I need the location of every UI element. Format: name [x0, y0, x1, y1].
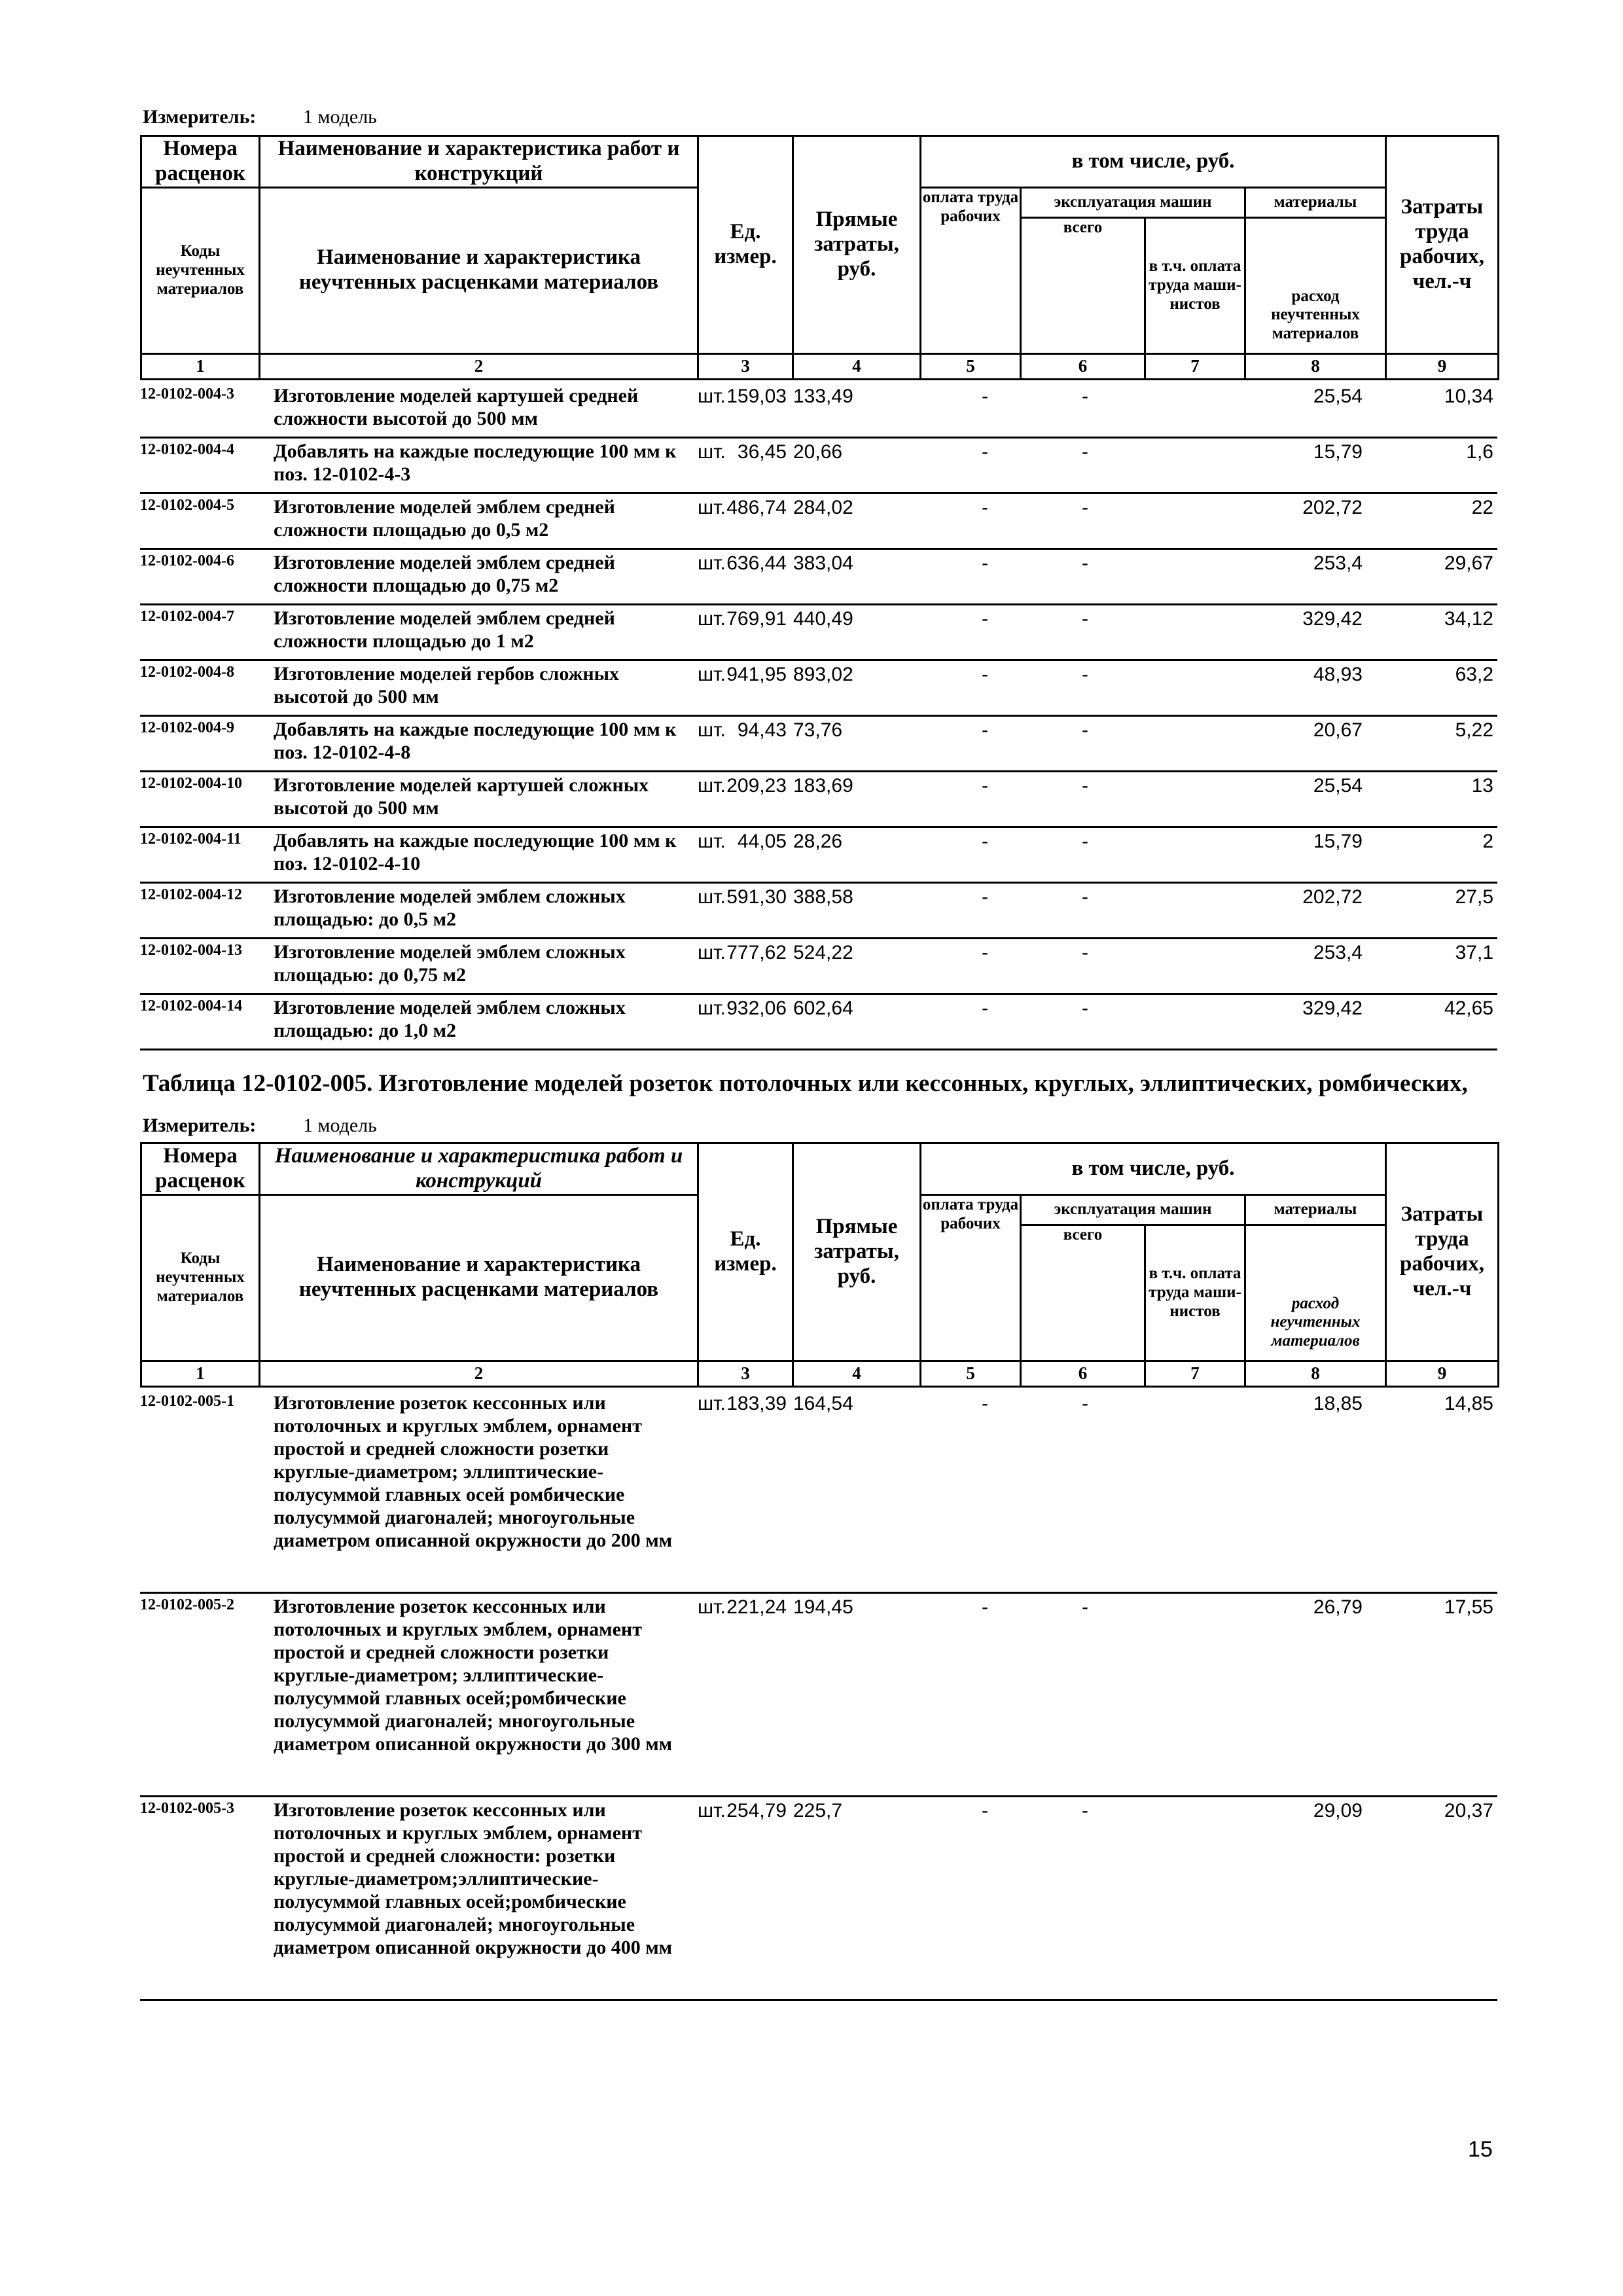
cell-name: Изготовление розеток кессонных или потолочных и круглых эмблем, орнамент простой и средней сложности: розетки круглые-диаметром;эллиптические-полусуммой главных осей;ромбические полусуммой диагоналей; многоугольные диаметром описанной окружности до 400 мм — [274, 1799, 673, 1958]
header-table-1 — [140, 135, 1499, 380]
cell-name: Изготовление моделей эмблем сложных площадью: до 0,5 м2 — [274, 886, 626, 930]
cell-mach: - — [982, 1596, 988, 1618]
col-num: 7 — [1145, 1361, 1245, 1386]
cell-code: 12-0102-004-3 — [140, 386, 234, 403]
cell-direct: 221,24 — [726, 1596, 787, 1618]
hdr-total: всего — [1021, 217, 1145, 353]
cell-unit: шт. — [698, 552, 726, 574]
cell-mach-pay: - — [1082, 386, 1088, 407]
cell-mach: - — [982, 497, 988, 518]
cell-mach-pay: - — [1082, 886, 1088, 908]
cell-labor: 29,67 — [1444, 552, 1493, 574]
cell-mach: - — [982, 831, 988, 852]
cell-mach: - — [982, 886, 988, 908]
cell-labor: 10,34 — [1444, 386, 1493, 407]
table1-rows — [140, 383, 1497, 1050]
table-row — [140, 1594, 1497, 1797]
cell-name: Изготовление моделей картушей сложных высотой до 500 мм — [274, 774, 649, 819]
cell-name: Изготовление розеток кессонных или потолочных и круглых эмблем, орнамент простой и средней сложности розетки круглые-диаметром; эллиптические-полусуммой главных осей ромбические полусуммой диагоналей; многоугольные диаметром описанной окружности до 200 мм — [274, 1392, 673, 1551]
cell-mach: - — [982, 997, 988, 1019]
header-table-2 — [140, 1142, 1499, 1388]
hdr-worker-pay: оплата труда рабочих — [921, 187, 1021, 353]
cell-labor: 27,5 — [1455, 886, 1493, 908]
col-num: 3 — [698, 1361, 793, 1386]
hdr-incl-machinist-pay: в т.ч. оплата труда маши-нистов — [1145, 1225, 1245, 1361]
cell-mat: 29,09 — [1313, 1800, 1363, 1821]
cell-code: 12-0102-004-5 — [140, 497, 234, 514]
cell-direct: 486,74 — [726, 497, 787, 518]
cell-mach-pay: - — [1082, 997, 1088, 1019]
cell-mat: 202,72 — [1302, 497, 1363, 518]
cell-pay: 440,49 — [793, 608, 853, 630]
col-num: 6 — [1021, 353, 1145, 379]
hdr-materials: материалы — [1245, 1194, 1386, 1225]
hdr-labor-costs: Затраты труда рабочих, чел.-ч — [1386, 1143, 1499, 1361]
cell-code: 12-0102-004-6 — [140, 552, 234, 569]
cell-unit: шт. — [698, 831, 726, 852]
measure-label: Измеритель: — [143, 1115, 257, 1136]
cell-unit: шт. — [698, 664, 726, 685]
cell-mach-pay: - — [1082, 441, 1088, 463]
cell-labor: 37,1 — [1455, 942, 1493, 963]
cell-name: Добавлять на каждые последующие 100 мм к поз. 12-0102-4-10 — [274, 830, 677, 874]
cell-mach-pay: - — [1082, 1393, 1088, 1414]
hdr-machine-operation: эксплуатация машин — [1021, 1194, 1245, 1225]
cell-pay: 133,49 — [793, 386, 853, 407]
cell-mat: 15,79 — [1313, 831, 1363, 852]
col-num: 8 — [1245, 1361, 1386, 1386]
cell-direct: 44,05 — [737, 831, 787, 852]
table-row — [140, 1390, 1497, 1594]
cell-labor: 34,12 — [1444, 608, 1493, 630]
col-num: 1 — [141, 353, 260, 379]
measure-label: Измеритель: — [143, 106, 257, 128]
cell-name: Добавлять на каждые последующие 100 мм к поз. 12-0102-4-8 — [274, 719, 677, 763]
cell-mat: 48,93 — [1313, 664, 1363, 685]
cell-labor: 42,65 — [1444, 997, 1493, 1019]
cell-direct: 777,62 — [726, 942, 787, 963]
hdr-material-name: Наименование и характеристика неучтенных расценками материалов — [260, 187, 698, 353]
cell-name: Изготовление розеток кессонных или потолочных и круглых эмблем, орнамент простой и средней сложности розетки круглые-диаметром; эллиптические-полусуммой главных осей;ромбические полусуммой диагоналей; многоугольные диаметром описанной окружности до 300 мм — [274, 1596, 673, 1755]
col-num: 4 — [793, 1361, 921, 1386]
cell-code: 12-0102-004-10 — [140, 775, 242, 792]
cell-mat: 18,85 — [1313, 1393, 1363, 1414]
col-num: 5 — [921, 1361, 1021, 1386]
cell-pay: 183,69 — [793, 775, 853, 797]
hdr-direct-costs: Прямые затраты, руб. — [793, 136, 921, 354]
hdr-labor-costs: Затраты труда рабочих, чел.-ч — [1386, 136, 1499, 354]
col-num: 1 — [141, 1361, 260, 1386]
hdr-worker-pay: оплата труда рабочих — [921, 1194, 1021, 1361]
col-num: 8 — [1245, 353, 1386, 379]
cell-direct: 591,30 — [726, 886, 787, 908]
cell-mach: - — [982, 552, 988, 574]
cell-pay: 388,58 — [793, 886, 853, 908]
cell-mat: 253,4 — [1313, 552, 1363, 574]
hdr-materials: материалы — [1245, 187, 1386, 217]
cell-unit: шт. — [698, 775, 726, 797]
cell-code: 12-0102-004-13 — [140, 942, 242, 959]
cell-code: 12-0102-004-7 — [140, 608, 234, 625]
cell-mach-pay: - — [1082, 942, 1088, 963]
cell-direct: 941,95 — [726, 664, 787, 685]
hdr-codes: Коды неучтенных материалов — [141, 187, 260, 353]
hdr-work-name: Наименование и характеристика работ и конструкций — [260, 136, 698, 188]
cell-unit: шт. — [698, 497, 726, 518]
col-num: 2 — [260, 353, 698, 379]
cell-name: Изготовление моделей эмблем средней сложности площадью до 0,5 м2 — [274, 496, 615, 541]
cell-mat: 329,42 — [1302, 608, 1363, 630]
table-row — [140, 884, 1497, 939]
cell-pay: 524,22 — [793, 942, 853, 963]
cell-unit: шт. — [698, 1393, 726, 1414]
cell-code: 12-0102-004-12 — [140, 886, 242, 903]
cell-mat: 26,79 — [1313, 1596, 1363, 1618]
page-number: 15 — [1468, 2137, 1493, 2162]
cell-name: Изготовление моделей картушей средней сложности высотой до 500 мм — [274, 385, 639, 429]
hdr-total: всего — [1021, 1225, 1145, 1361]
hdr-rate-number: Номера расценок — [141, 136, 260, 188]
cell-code: 12-0102-005-1 — [140, 1393, 234, 1410]
cell-unit: шт. — [698, 386, 726, 407]
cell-mach-pay: - — [1082, 775, 1088, 797]
cell-pay: 164,54 — [793, 1393, 853, 1414]
table-row — [140, 1797, 1497, 2001]
table-row — [140, 439, 1497, 494]
cell-unit: шт. — [698, 719, 726, 741]
cell-labor: 22 — [1471, 497, 1493, 518]
table-row — [140, 661, 1497, 717]
cell-code: 12-0102-004-4 — [140, 441, 234, 458]
hdr-unit: Ед. измер. — [698, 1143, 793, 1361]
cell-mat: 25,54 — [1313, 386, 1363, 407]
cell-unit: шт. — [698, 608, 726, 630]
cell-unit: шт. — [698, 441, 726, 463]
table-row — [140, 717, 1497, 772]
cell-name: Изготовление моделей эмблем средней сложности площадью до 1 м2 — [274, 607, 615, 652]
table-row — [140, 772, 1497, 828]
cell-mat: 20,67 — [1313, 719, 1363, 741]
cell-mach: - — [982, 608, 988, 630]
cell-mach-pay: - — [1082, 664, 1088, 685]
cell-unit: шт. — [698, 1596, 726, 1618]
cell-name: Изготовление моделей эмблем сложных площадью: до 0,75 м2 — [274, 941, 626, 986]
table-row — [140, 828, 1497, 884]
hdr-codes: Коды неучтенных материалов — [141, 1194, 260, 1361]
cell-code: 12-0102-005-2 — [140, 1596, 234, 1613]
cell-mach: - — [982, 942, 988, 963]
cell-direct: 209,23 — [726, 775, 787, 797]
cell-code: 12-0102-004-11 — [140, 831, 241, 848]
cell-name: Изготовление моделей гербов сложных высотой до 500 мм — [274, 663, 620, 708]
table-row — [140, 939, 1497, 995]
cell-mach-pay: - — [1082, 831, 1088, 852]
cell-mat: 253,4 — [1313, 942, 1363, 963]
cell-mach-pay: - — [1082, 719, 1088, 741]
cell-mach-pay: - — [1082, 608, 1088, 630]
hdr-material-name: Наименование и характеристика неучтенных расценками материалов — [260, 1194, 698, 1361]
cell-pay: 383,04 — [793, 552, 853, 574]
cell-mach-pay: - — [1082, 497, 1088, 518]
cell-labor: 2 — [1482, 831, 1493, 852]
cell-mach: - — [982, 719, 988, 741]
cell-direct: 94,43 — [737, 719, 787, 741]
cell-unit: шт. — [698, 886, 726, 908]
cell-code: 12-0102-004-9 — [140, 719, 234, 736]
cell-code: 12-0102-004-14 — [140, 997, 242, 1014]
table-row — [140, 995, 1497, 1050]
cell-labor: 63,2 — [1455, 664, 1493, 685]
table2-rows — [140, 1390, 1497, 2001]
hdr-direct-costs: Прямые затраты, руб. — [793, 1143, 921, 1361]
cell-mach-pay: - — [1082, 1596, 1088, 1618]
table-row — [140, 494, 1497, 550]
cell-mat: 202,72 — [1302, 886, 1363, 908]
hdr-consumption: расход неучтенных материалов — [1245, 1225, 1386, 1361]
cell-mach: - — [982, 1800, 988, 1821]
cell-code: 12-0102-004-8 — [140, 664, 234, 681]
cell-mach-pay: - — [1082, 552, 1088, 574]
table2-title: Таблица 12-0102-005. Изготовление моделей розеток потолочных или кессонных, круглых, эллиптических, ромбических, — [143, 1070, 1468, 1097]
measure-unit: 1 модель — [303, 106, 377, 128]
cell-mat: 329,42 — [1302, 997, 1363, 1019]
measure-unit: 1 модель — [303, 1115, 377, 1136]
cell-labor: 20,37 — [1444, 1800, 1493, 1821]
cell-mat: 15,79 — [1313, 441, 1363, 463]
table-row — [140, 383, 1497, 439]
cell-labor: 1,6 — [1466, 441, 1493, 463]
cell-direct: 183,39 — [726, 1393, 787, 1414]
col-num: 4 — [793, 353, 921, 379]
table-row — [140, 605, 1497, 661]
hdr-incl-machinist-pay: в т.ч. оплата труда маши-нистов — [1145, 217, 1245, 353]
cell-mat: 25,54 — [1313, 775, 1363, 797]
hdr-including: в том числе, руб. — [921, 1143, 1386, 1195]
cell-unit: шт. — [698, 942, 726, 963]
cell-labor: 5,22 — [1455, 719, 1493, 741]
hdr-work-name: Наименование и характеристика работ и конструкций — [260, 1143, 698, 1195]
cell-mach-pay: - — [1082, 1800, 1088, 1821]
hdr-rate-number: Номера расценок — [141, 1143, 260, 1195]
col-num: 9 — [1386, 1361, 1499, 1386]
cell-direct: 36,45 — [737, 441, 787, 463]
cell-mach: - — [982, 1393, 988, 1414]
measure-line-1 — [143, 106, 377, 128]
cell-code: 12-0102-005-3 — [140, 1800, 234, 1817]
hdr-unit: Ед. измер. — [698, 136, 793, 354]
cell-direct: 254,79 — [726, 1800, 787, 1821]
cell-unit: шт. — [698, 997, 726, 1019]
cell-labor: 17,55 — [1444, 1596, 1493, 1618]
cell-direct: 932,06 — [726, 997, 787, 1019]
cell-pay: 284,02 — [793, 497, 853, 518]
cell-labor: 14,85 — [1444, 1393, 1493, 1414]
cell-pay: 893,02 — [793, 664, 853, 685]
table-row — [140, 550, 1497, 605]
col-num: 9 — [1386, 353, 1499, 379]
col-num: 3 — [698, 353, 793, 379]
hdr-including: в том числе, руб. — [921, 136, 1386, 188]
cell-name: Изготовление моделей эмблем средней сложности площадью до 0,75 м2 — [274, 552, 615, 596]
cell-labor: 13 — [1471, 775, 1493, 797]
measure-line-2 — [143, 1115, 377, 1137]
cell-name: Изготовление моделей эмблем сложных площадью: до 1,0 м2 — [274, 997, 626, 1041]
cell-pay: 20,66 — [793, 441, 843, 463]
col-num: 5 — [921, 353, 1021, 379]
cell-name: Добавлять на каждые последующие 100 мм к поз. 12-0102-4-3 — [274, 440, 677, 485]
cell-direct: 769,91 — [726, 608, 787, 630]
cell-pay: 602,64 — [793, 997, 853, 1019]
cell-pay: 194,45 — [793, 1596, 853, 1618]
cell-mach: - — [982, 386, 988, 407]
cell-direct: 159,03 — [726, 386, 787, 407]
cell-mach: - — [982, 775, 988, 797]
hdr-machine-operation: эксплуатация машин — [1021, 187, 1245, 217]
col-num: 7 — [1145, 353, 1245, 379]
cell-mach: - — [982, 664, 988, 685]
col-num: 2 — [260, 1361, 698, 1386]
hdr-consumption: расход неучтенных материалов — [1245, 217, 1386, 353]
cell-mach: - — [982, 441, 988, 463]
cell-direct: 636,44 — [726, 552, 787, 574]
cell-pay: 73,76 — [793, 719, 843, 741]
cell-unit: шт. — [698, 1800, 726, 1821]
cell-pay: 225,7 — [793, 1800, 843, 1821]
col-num: 6 — [1021, 1361, 1145, 1386]
cell-pay: 28,26 — [793, 831, 843, 852]
